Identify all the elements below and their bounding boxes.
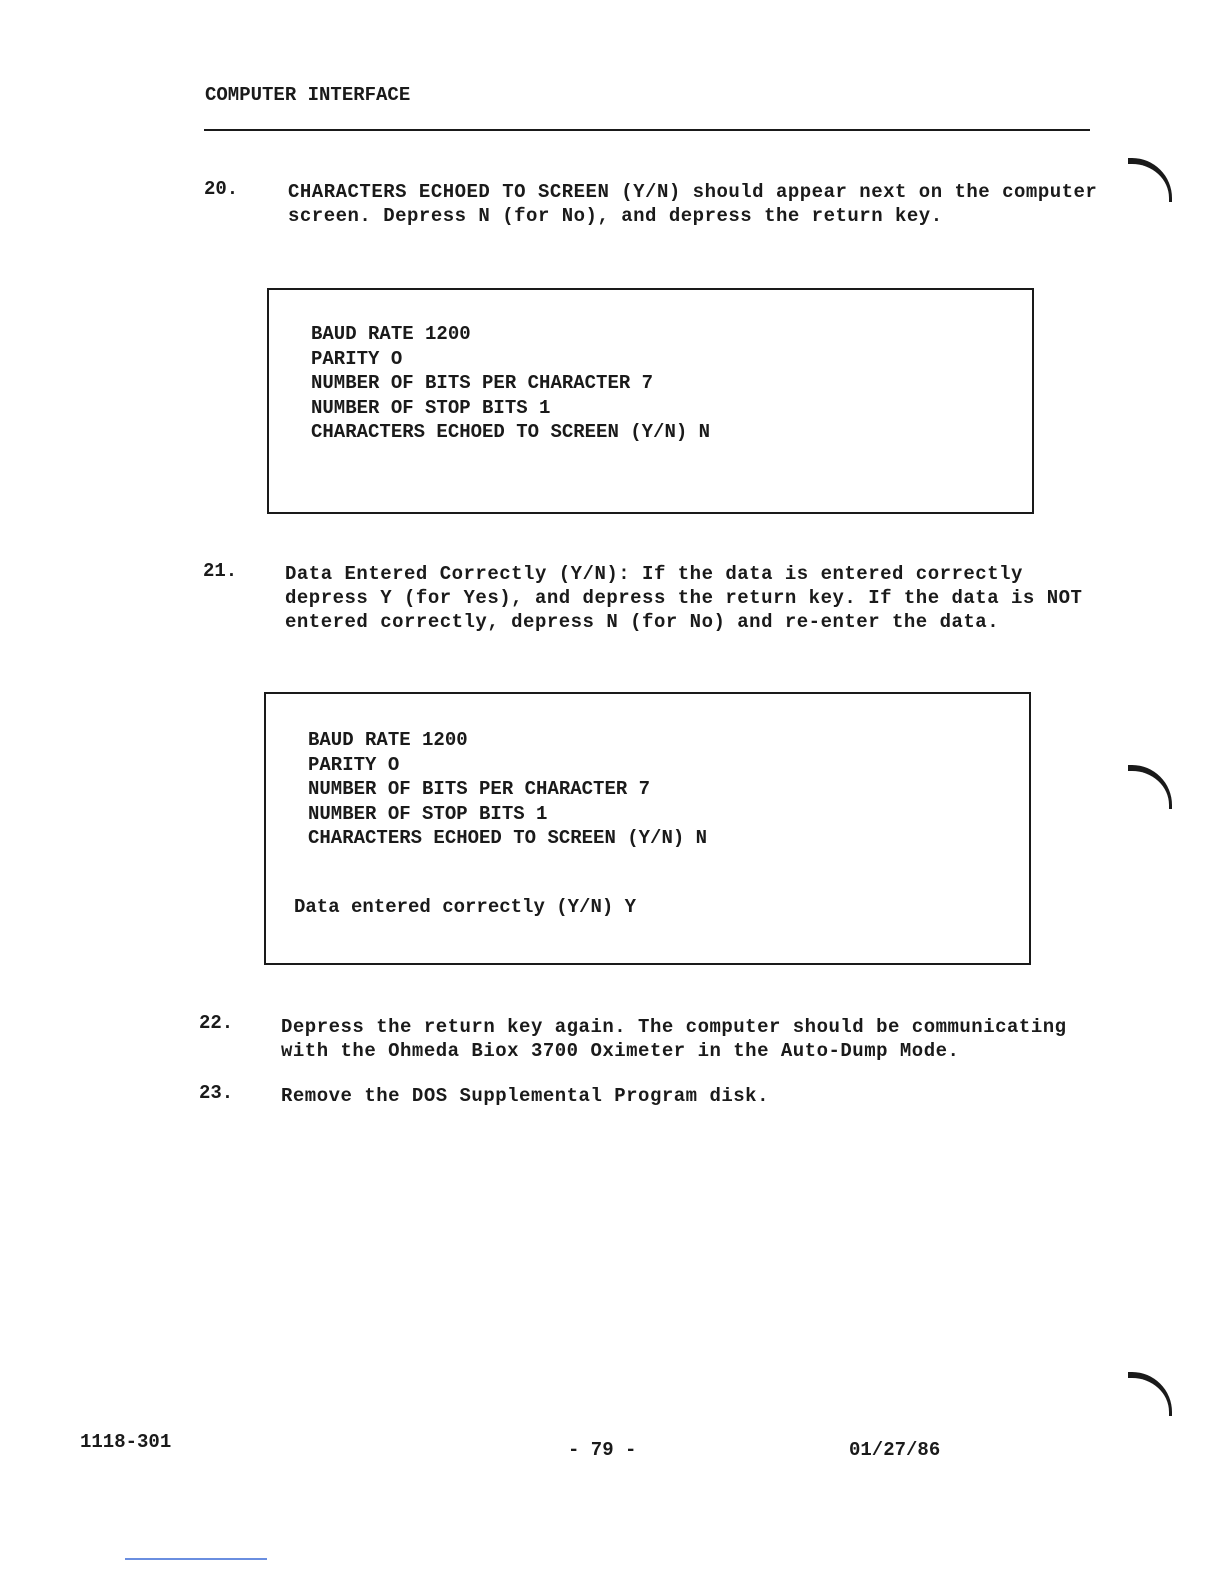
- step-line: entered correctly, depress N (for No) and re-enter the data.: [285, 611, 1000, 633]
- header-rule: [204, 129, 1090, 131]
- step-line: Remove the DOS Supplemental Program disk.: [281, 1085, 769, 1107]
- step-line: Data Entered Correctly (Y/N): If the data is entered correctly: [285, 563, 1023, 585]
- binder-hole-mark: [1128, 158, 1172, 202]
- step-number: 21.: [203, 560, 238, 582]
- screen-line: BAUD RATE 1200: [311, 323, 471, 345]
- scan-edge-line: [125, 1558, 267, 1560]
- step-line: screen. Depress N (for No), and depress the return key.: [288, 205, 943, 227]
- screen-line: CHARACTERS ECHOED TO SCREEN (Y/N) N: [311, 421, 711, 443]
- step-21-text: [285, 562, 1082, 634]
- binder-hole-mark: [1128, 765, 1172, 809]
- screen-line: BAUD RATE 1200: [308, 729, 468, 751]
- step-line: CHARACTERS ECHOED TO SCREEN (Y/N) should appear next on the computer: [288, 181, 1098, 203]
- step-number: 22.: [199, 1012, 234, 1034]
- step-number: 23.: [199, 1082, 234, 1104]
- screen-display-1: [267, 288, 1034, 514]
- screen-display-2: [264, 692, 1031, 965]
- step-23-text: [281, 1084, 769, 1108]
- document-date: 01/27/86: [849, 1439, 941, 1461]
- screen-line: PARITY O: [308, 753, 400, 776]
- page-number: - 79 -: [568, 1439, 637, 1461]
- screen-line: NUMBER OF BITS PER CHARACTER 7: [311, 372, 654, 394]
- step-line: with the Ohmeda Biox 3700 Oximeter in the Auto-Dump Mode.: [281, 1040, 960, 1062]
- screen-line: NUMBER OF STOP BITS 1: [308, 802, 548, 825]
- step-22-text: [281, 1015, 1067, 1063]
- screen-line: CHARACTERS ECHOED TO SCREEN (Y/N) N: [308, 827, 708, 849]
- binder-hole-mark: [1128, 1372, 1172, 1416]
- step-20-text: [288, 180, 1097, 228]
- step-line: depress Y (for Yes), and depress the return key. If the data is NOT: [285, 587, 1083, 609]
- screen-line: PARITY O: [311, 347, 403, 370]
- step-line: Depress the return key again. The computer should be communicating: [281, 1016, 1067, 1038]
- screen-prompt: Data entered correctly (Y/N) Y: [294, 896, 637, 918]
- page-header: COMPUTER INTERFACE: [205, 84, 411, 106]
- screen-line: NUMBER OF BITS PER CHARACTER 7: [308, 778, 651, 800]
- screen-line: NUMBER OF STOP BITS 1: [311, 396, 551, 419]
- document-number: 1118-301: [80, 1431, 172, 1453]
- step-number: 20.: [204, 178, 239, 200]
